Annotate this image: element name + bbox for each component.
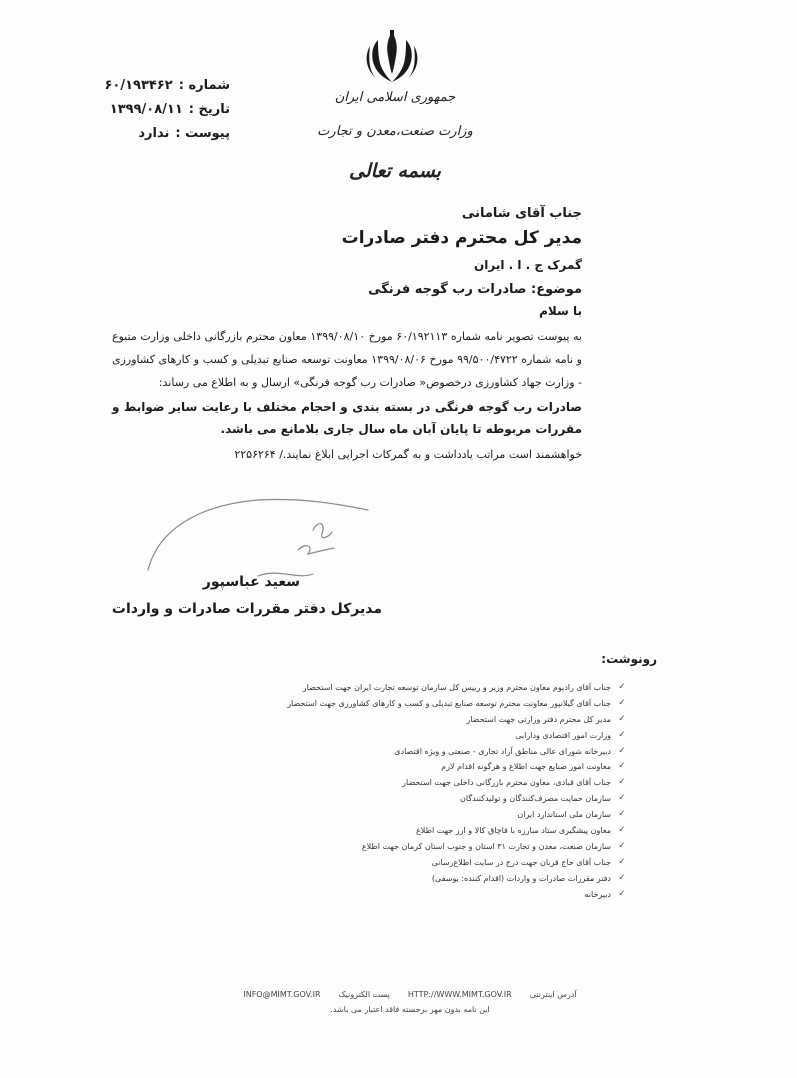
list-item: ✓ معاون پیشگیری ستاد مبارزه با قاچاق کالا و ارز جهت اطلاع bbox=[147, 823, 627, 839]
email-label: پست الکترونیک bbox=[338, 990, 390, 999]
footer-contacts bbox=[200, 990, 620, 999]
attachment-value: ندارد bbox=[138, 126, 170, 141]
website-label: آدرس اینترنتی bbox=[529, 990, 577, 999]
check-icon: ✓ bbox=[618, 793, 626, 804]
check-icon: ✓ bbox=[618, 697, 626, 708]
basmala-heading: بسمه تعالی bbox=[349, 160, 441, 182]
signer-name: سعید عباسپور bbox=[202, 574, 300, 590]
date-row bbox=[70, 98, 230, 122]
number-value: ۶۰/۱۹۳۴۶۲ bbox=[104, 78, 173, 93]
subject-line: موضوع: صادرات رب گوجه فرنگی bbox=[368, 282, 582, 297]
list-item: ✓ مدیر کل محترم دفتر وزارتی جهت استحضار bbox=[147, 712, 627, 728]
letter-meta bbox=[70, 74, 230, 146]
ministry-title: وزارت صنعت،معدن و تجارت bbox=[317, 124, 473, 139]
signer-title: مدیرکل دفتر مقررات صادرات و واردات bbox=[111, 601, 382, 617]
cc-list bbox=[147, 680, 627, 902]
footer-note: این نامه بدون مهر برجسته فاقد اعتبار می باشد. bbox=[330, 1005, 490, 1014]
check-icon: ✓ bbox=[618, 713, 626, 724]
body-paragraph-2: صادرات رب گوجه فرنگی در بسته بندی و احجام مختلف با رعایت سایر ضوابط و مقررات مربوطه تا پایان آبان ماه سال جاری بلامانع می باشد. bbox=[112, 400, 582, 436]
attachment-row bbox=[70, 122, 230, 146]
website-link[interactable]: HTTP://WWW.MIMT.GOV.IR bbox=[407, 990, 512, 999]
list-item: ✓ جناب آقای حاج قربان جهت درج در سایت اطلاع‌رسانی bbox=[147, 855, 627, 871]
addressee: جناب آقای شامانی bbox=[461, 206, 582, 221]
date-label: تاریخ : bbox=[188, 102, 230, 117]
list-item: ✓ جناب آقای رادپوم معاون محترم وزیر و رییس کل سازمان توسعه تجارت ایران جهت استحضار bbox=[147, 680, 627, 696]
greeting: با سلام bbox=[539, 304, 582, 318]
check-icon: ✓ bbox=[618, 729, 626, 740]
check-icon: ✓ bbox=[618, 745, 626, 756]
customs-org: گمرک ج . ا . ایران bbox=[474, 258, 582, 272]
list-item: ✓ سازمان صنعت، معدن و تجارت ۳۱ استان و جنوب استان کرمان جهت اطلاع bbox=[147, 839, 627, 855]
list-item: ✓ سازمان ملی استاندارد ایران bbox=[147, 807, 627, 823]
list-item: ✓ سازمان حمایت مصرف‌کنندگان و تولیدکنندگان bbox=[147, 791, 627, 807]
list-item: ✓ دبیرخانه شورای عالی مناطق آزاد تجاری - صنعتی و ویژه اقتصادی bbox=[147, 744, 627, 760]
list-item: ✓ دبیرخانه bbox=[147, 887, 627, 903]
recipient-title: مدیر کل محترم دفتر صادرات bbox=[341, 228, 582, 248]
body-paragraph-1: به پیوست تصویر نامه شماره ۶۰/۱۹۲۱۱۳ مورخ ۱۳۹۹/۰۸/۱۰ معاون محترم بازرگانی داخلی وزارت متبوع و نامه شماره ۹۹/۵۰۰/۴۷۲۲ مورخ ۱۳۹۹/۰۸/۰۶ معاونت توسعه صنایع تبدیلی و کسب و کارهای کشاورزی - وزارت جهاد کشاورزی درخصوص« صادرات رب گوجه فرنگی» ارسال و به اطلاع می رساند: bbox=[112, 330, 582, 389]
number-row bbox=[70, 74, 230, 98]
body-paragraph-3: خواهشمند است مراتب یادداشت و به گمرکات اجرایی ابلاغ نمایند./ ۲۲۵۶۲۶۴ bbox=[234, 448, 582, 461]
check-icon: ✓ bbox=[618, 825, 626, 836]
check-icon: ✓ bbox=[618, 761, 626, 772]
attachment-label: پیوست : bbox=[175, 126, 230, 141]
list-item: ✓ دفتر مقررات صادرات و واردات (اقدام کننده: یوسفی) bbox=[147, 871, 627, 887]
check-icon: ✓ bbox=[618, 682, 626, 692]
check-icon: ✓ bbox=[618, 840, 626, 851]
iran-emblem-icon bbox=[360, 28, 424, 88]
republic-title: جمهوری اسلامی ایران bbox=[334, 90, 456, 105]
list-item: ✓ جناب آقای گیلانپور معاونت محترم توسعه صنایع تبدیلی و کسب و کارهای کشاورزی جهت استحضار bbox=[147, 696, 627, 712]
check-icon: ✓ bbox=[618, 809, 626, 820]
check-icon: ✓ bbox=[618, 777, 626, 788]
handwritten-signature-icon bbox=[138, 490, 378, 580]
list-item: ✓ وزارت امور اقتصادی ودارایی bbox=[147, 728, 627, 744]
list-item: ✓ معاونت امور صنایع جهت اطلاع و هرگونه اقدام لازم bbox=[147, 759, 627, 775]
email-link[interactable]: INFO@MIMT.GOV.IR bbox=[243, 990, 321, 999]
cc-label: رونوشت: bbox=[601, 652, 657, 666]
check-icon: ✓ bbox=[618, 888, 626, 899]
footer bbox=[200, 990, 620, 1014]
number-label: شماره : bbox=[178, 78, 230, 93]
check-icon: ✓ bbox=[618, 856, 626, 867]
date-value: ۱۳۹۹/۰۸/۱۱ bbox=[109, 102, 183, 117]
list-item: ✓ جناب آقای قبادی، معاون محترم بازرگانی داخلی جهت استحضار bbox=[147, 775, 627, 791]
check-icon: ✓ bbox=[618, 872, 626, 883]
